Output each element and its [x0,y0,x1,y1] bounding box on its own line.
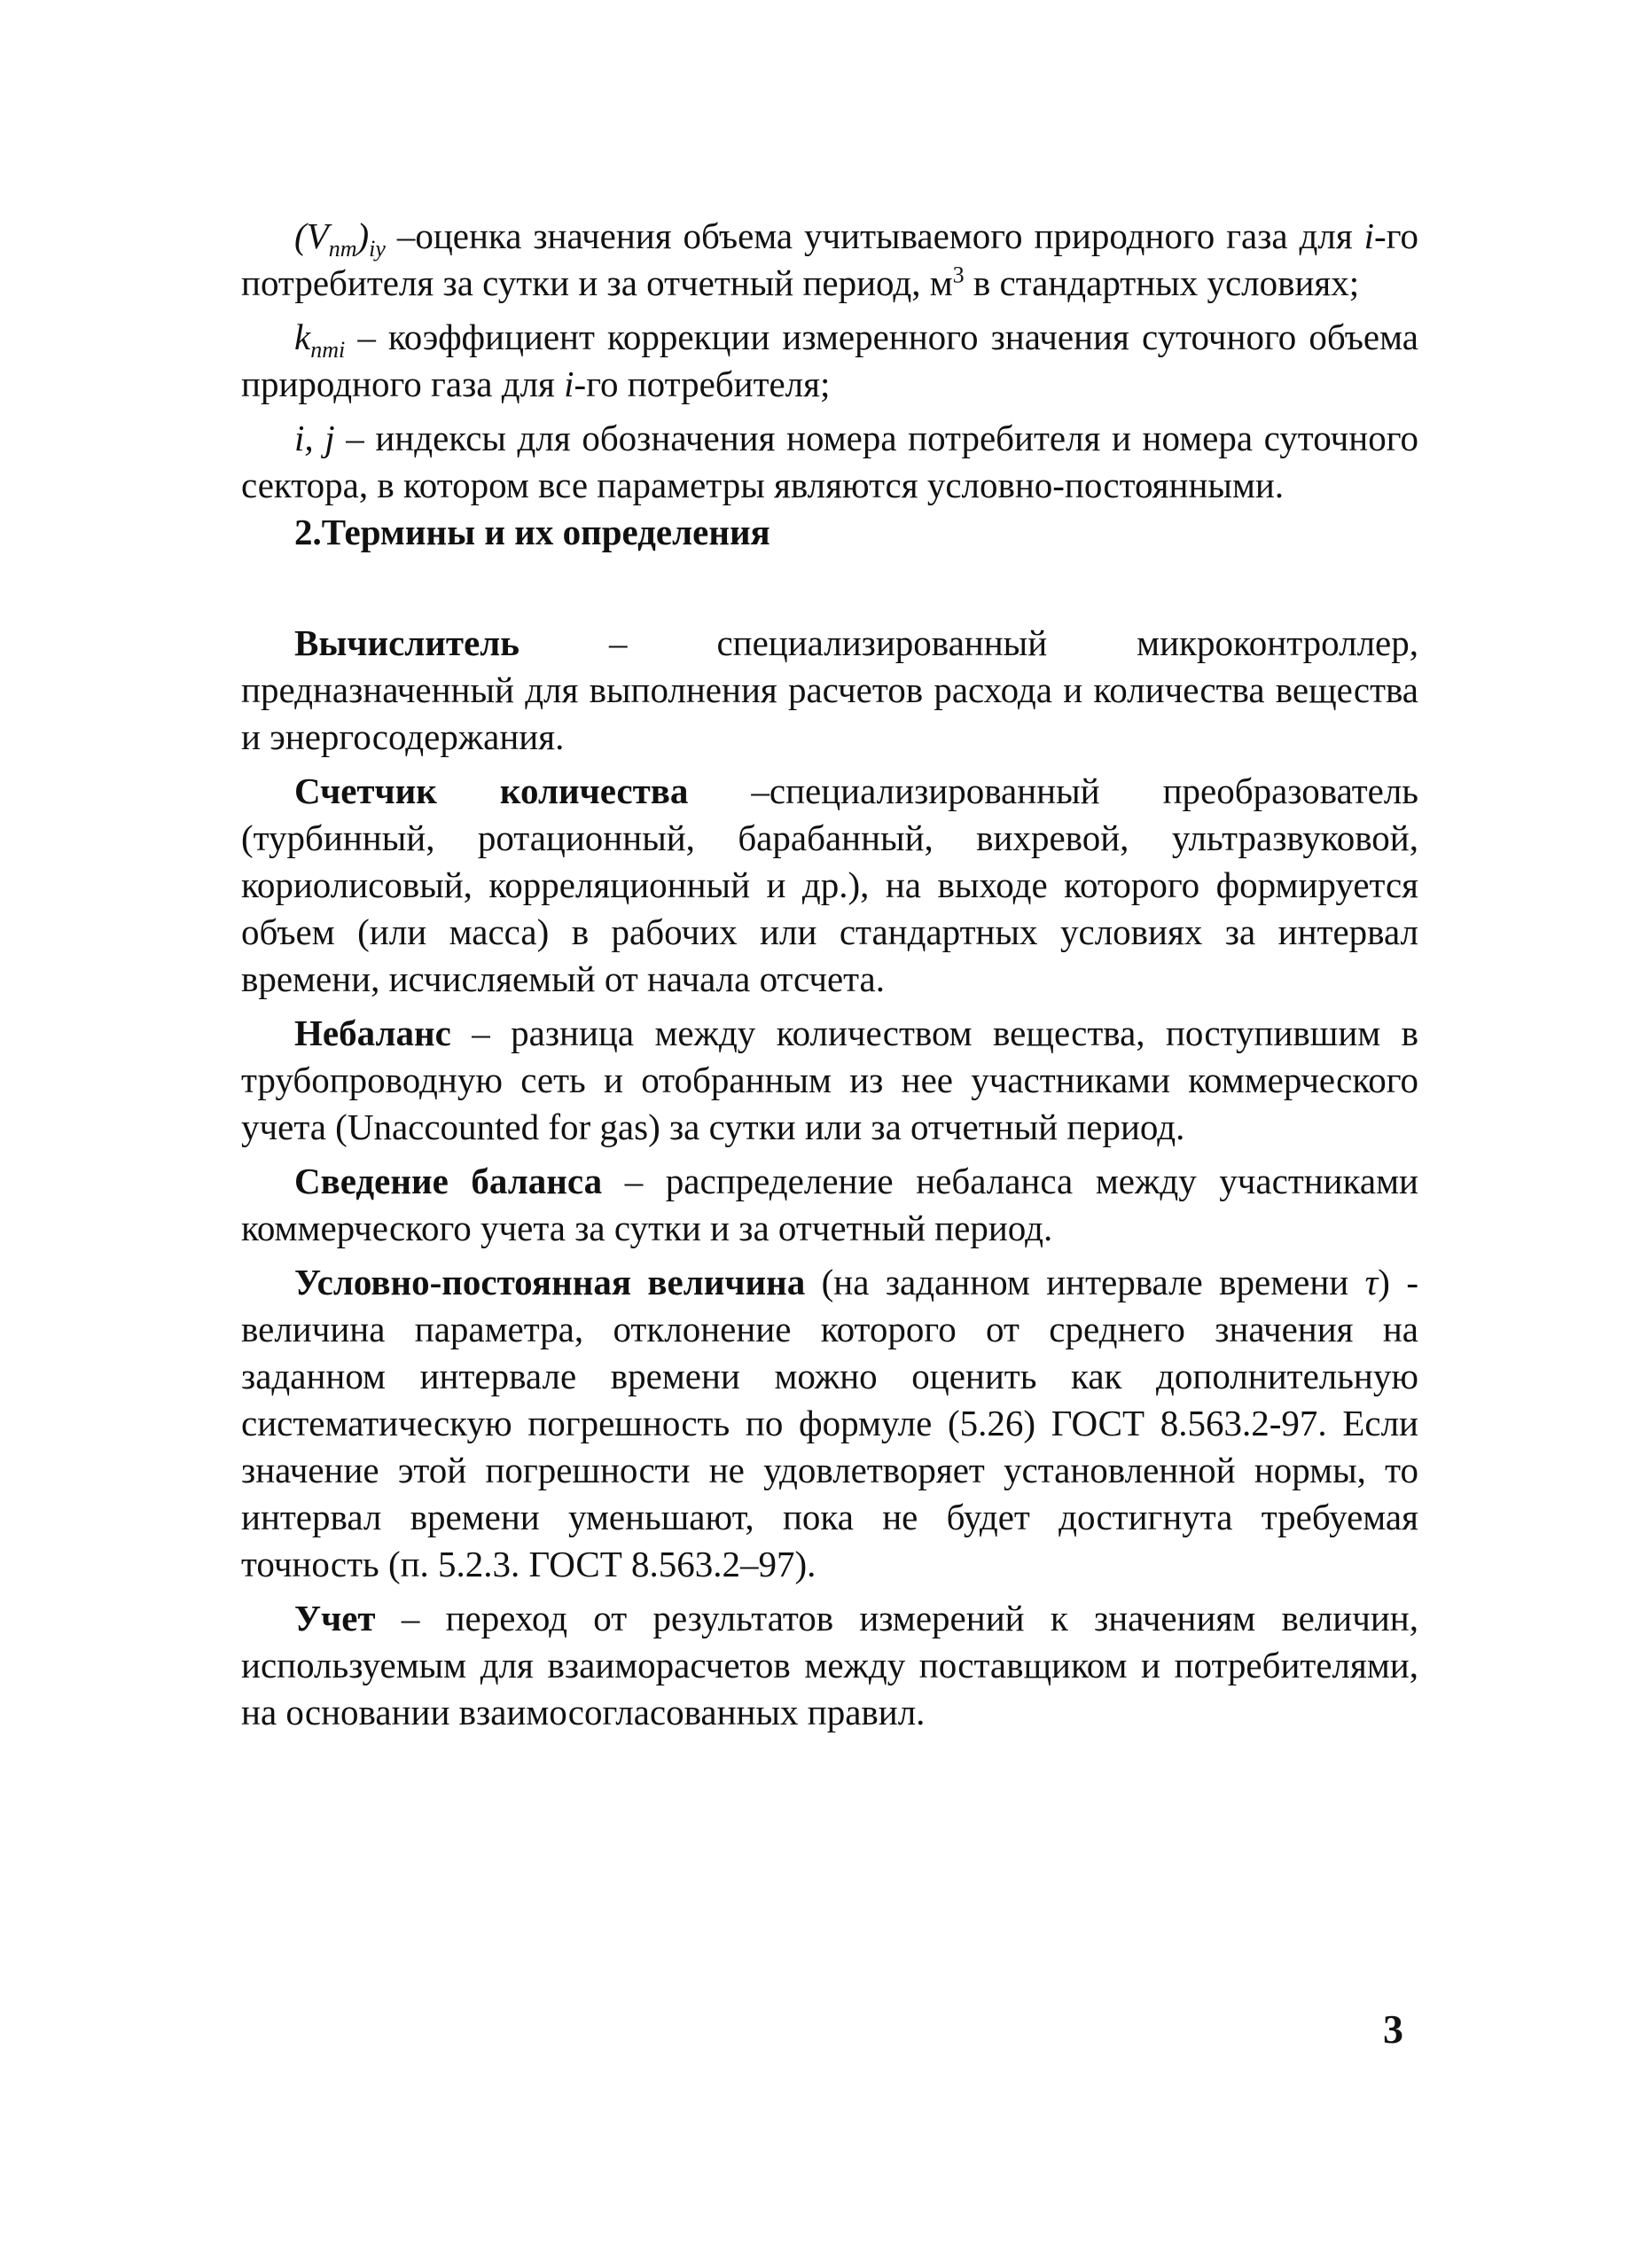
term-definition: – разница между количеством вещества, поступившим в трубопроводную сеть и отобранным из нее участниками коммерческого учета (Unaccounted for gas) за сутки или за отчетный период. [241,1013,1418,1147]
variable-i: i [564,364,574,404]
definition-text: – индексы для обозначения номера потребителя и номера суточного сектора, в котором все параметры являются условно-постоянными. [241,418,1418,505]
definition-volume [241,213,1418,307]
term-name: Сведение баланса [294,1161,603,1201]
term-name: Вычислитель [294,622,520,663]
term-definition: – распределение небаланса между участниками коммерческого учета за сутки и за отчетный период. [241,1161,1419,1248]
term-name: Учет [294,1598,376,1638]
definition-text: –оценка значения объема учитываемого природного газа для [385,215,1364,256]
definition-coefficient [241,314,1418,408]
term-name: Условно-постоянная величина [294,1262,806,1302]
term-name: Счетчик количества [294,770,689,811]
definition-indices [241,415,1418,509]
term-definition: – специализированный микроконтроллер, предназначенный для выполнения расчетов расхода и количества вещества и энергосодержания. [241,622,1418,757]
term-imbalance [241,1010,1418,1151]
term-definition: (на заданном интервале времени [805,1262,1365,1302]
superscript-3: 3 [952,262,965,288]
definition-text: – коэффициент коррекции измеренного значения суточного объема природного газа для [241,317,1418,404]
symbol-coefficient: $k_{nmi}$ [294,317,346,364]
term-name: Небаланс [294,1013,451,1053]
term-counter [241,768,1418,1003]
symbol-volume: $(V_{nm})_{iy}$ [294,215,386,262]
term-balance-reconciliation [241,1158,1418,1252]
page-number: 3 [1383,2006,1403,2052]
definition-text: -го потребителя за сутки и за отчетный период, м [241,215,1418,303]
term-definition: – переход от результатов измерений к значениям величин, используемым для взаиморасчетов между поставщиком и потребителями, на основании взаимосогласованных правил. [241,1598,1418,1732]
term-definition: –специализированный преобразователь (турбинный, ротационный, барабанный, вихревой, ультразвуковой, кориолисовый, корреляционный и др.), на выходе которого формируется объем (или масса) в рабочих или стандартных условиях за интервал времени, исчисляемый от начала отсчета. [241,770,1418,999]
definition-text: в стандартных условиях; [964,262,1360,303]
symbol-tau: τ [1364,1262,1379,1302]
term-computer [241,620,1418,761]
term-definition: ) - величина параметра, отклонение которого от среднего значения на заданном интервале времени можно оценить как дополнительную систематическую погрешность по формуле (5.26) ГОСТ 8.563.2-97. Если значение этой погрешности не удовлетворяет установленной нормы, то интервал времени уменьшают, пока не будет достигнута требуемая точность (п. 5.2.3. ГОСТ 8.563.2–97). [241,1262,1418,1584]
variable-i: i [1363,215,1375,256]
text-column [241,213,1418,1736]
term-conditionally-constant [241,1259,1418,1588]
definition-text: -го потребителя; [574,364,831,404]
term-accounting [241,1595,1418,1736]
symbol-indices: i, j [294,418,335,458]
section-heading: 2.Термины и их определения [294,512,770,552]
